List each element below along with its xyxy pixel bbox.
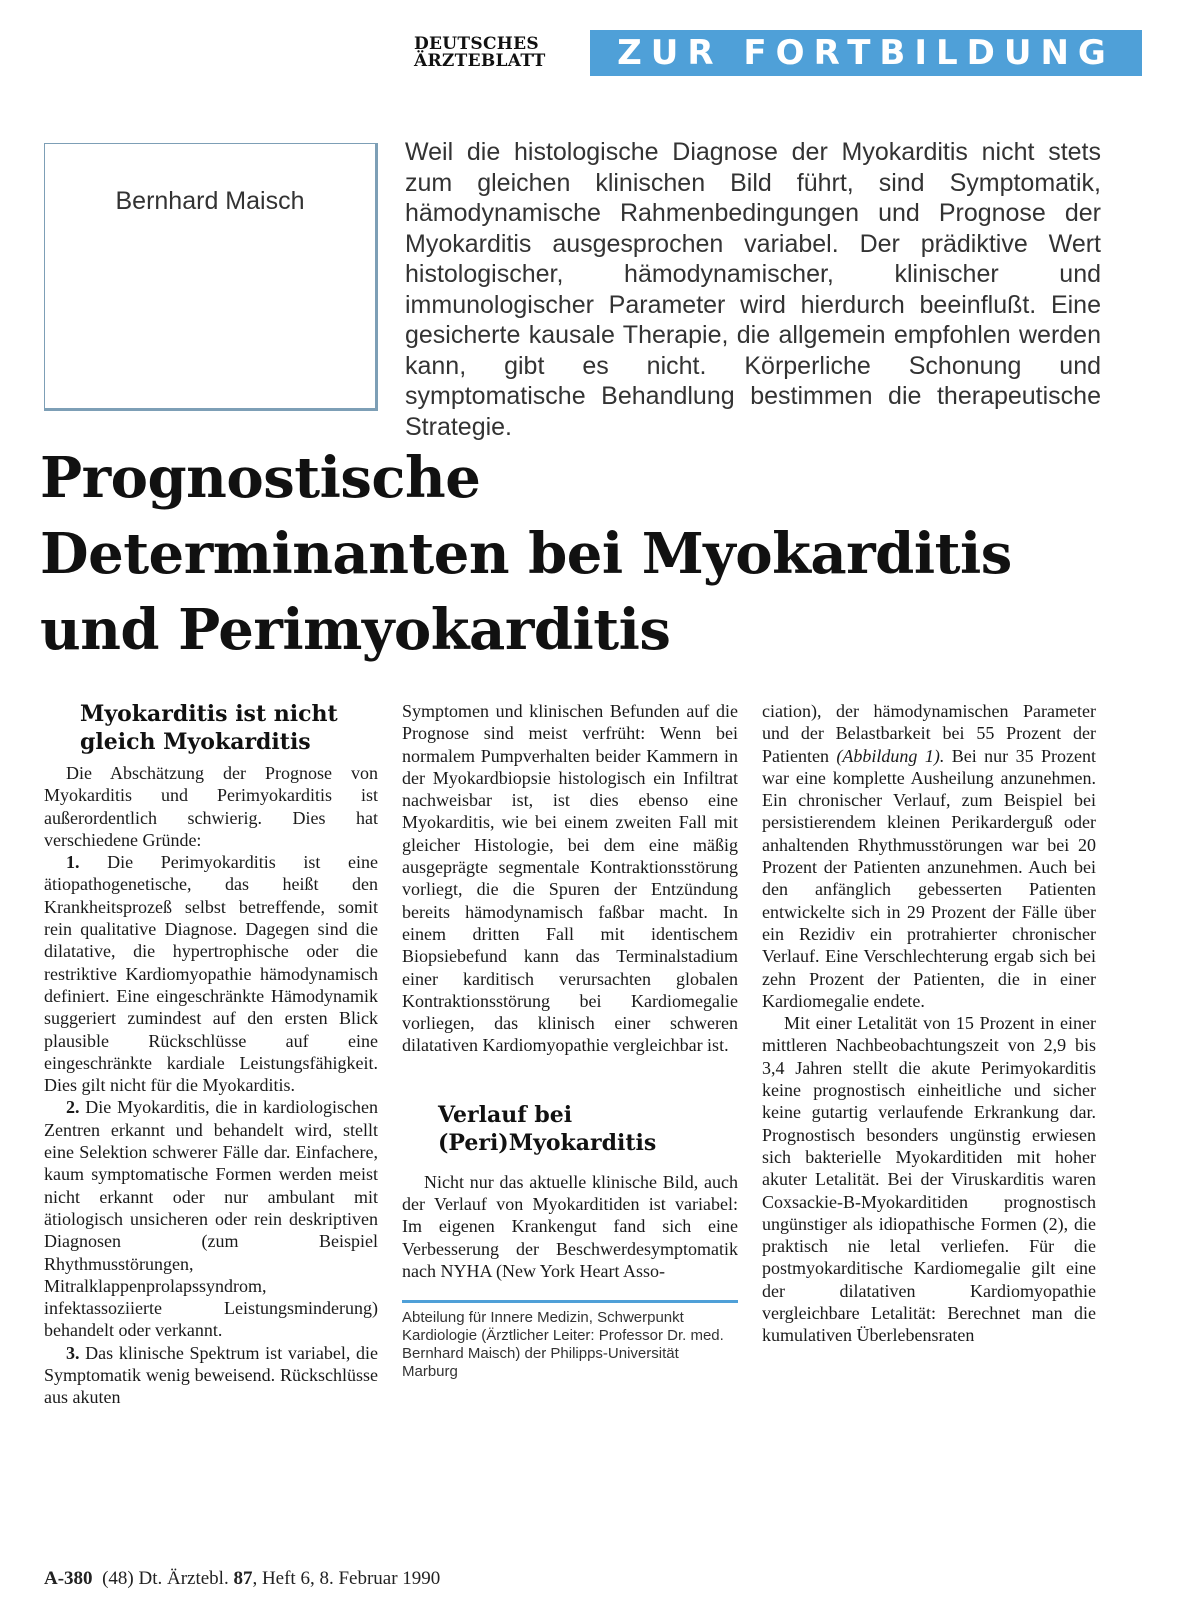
- text-column-3: [762, 700, 1096, 1347]
- page-number: A-380: [44, 1568, 93, 1589]
- section-heading: Verlauf bei (Peri)Myokarditis: [438, 1101, 657, 1156]
- list-number: 3.: [66, 1342, 80, 1363]
- article-title: [40, 440, 1140, 668]
- text-column-1: [44, 700, 378, 1409]
- abstract: Weil die histologische Diagnose der Myokarditis nicht stets zum gleichen klinischen Bild führt, sind Symptomatik, hämodynamische Rahmenbedingungen und Prognose der Myokarditis ausgesprochen variabel. Der prädiktive Wert histologischer, hämodynamischer, klinischer und immunologischer Parameter wird hierdurch beeinflußt. Eine gesicherte kausale Therapie, die allgemein empfohlen werden kann, gibt es nicht. Körperliche Schonung und symptomatische Behandlung bestimmen die therapeutische Strategie.: [405, 138, 1101, 441]
- citation-text: (48) Dt. Ärztebl.: [92, 1568, 234, 1589]
- paragraph: Mit einer Letalität von 15 Prozent in einer mittleren Nachbeobachtungszeit von 2,9 bis 3,4 Jahren stellt die akute Perimyokarditis keine prognostisch einheitliche und sicher keine gutartig verlaufende Erkrankung dar. Prognostisch besonders ungünstig erwiesen sich bakterielle Myokarditiden mit hoher akuter Letalität. Bei der Viruskarditis waren Coxsackie-B-Myokarditiden prognostisch ungünstiger als idiopathische Formen (2), die praktisch nie letal verliefen. Für die postmyokarditische Kardiomegalie gilt eine der dilatativen Kardiomyopathie vergleichbare Letalität: Berechnet man die kumulativen Überlebensraten: [762, 1013, 1096, 1346]
- figure-reference: (Abbildung 1).: [836, 745, 945, 766]
- affiliation-divider: [402, 1300, 738, 1303]
- paragraph-text: Die Myokarditis, die in kardiologischen Zentren erkannt und behandelt wird, stellt eine Selektion schwerer Fälle dar. Einfachere, kaum symptomatische Formen werden meist nicht erkannt oder nur ambulant mit ätiologisch unsicheren oder rein deskriptiven Diagnosen (zum Beispiel Rhythmusstörungen, Mitralklappenprolapssyndrom, infektassoziierte Leistungsminderung) behandelt oder verkannt.: [44, 1097, 378, 1341]
- journal-brand: [414, 36, 584, 70]
- paragraph-text: Die Perimyokarditis ist eine ätiopathogenetische, das heißt den Krankheitsprozeß selbst betreffende, somit rein qualitative Diagnose. Dagegen sind die dilatative, die hypertrophische oder die restriktive Kardiomyopathie hämodynamisch definiert. Eine eingeschränkte Hämodynamik suggeriert zumindest auf den ersten Blick plausible Rückschlüsse auf eine eingeschränkte kardiale Leistungsfähigkeit. Dies gilt nicht für die Myokarditis.: [44, 852, 378, 1096]
- title-line-2: Determinanten bei Myokarditis: [40, 521, 1012, 587]
- paragraph: [44, 851, 378, 1096]
- title-line-1: Prognostische: [40, 445, 481, 511]
- author-affiliation: Abteilung für Innere Medizin, Schwerpunkt Kardiologie (Ärztlicher Leiter: Professor Dr. med. Bernhard Maisch) der Philipps-Universität Marburg: [402, 1309, 724, 1381]
- masthead: [414, 30, 1142, 80]
- paragraph: [44, 1096, 378, 1341]
- paragraph: Symptomen und klinischen Befunden auf die Prognose sind meist verfrüht: Wenn bei normalem Pumpverhalten beider Kammern in der Myokardbiopsie histologisch ein Infiltrat nachweisbar ist, ist dies ebenso eine Myokarditis, wie bei einem zweiten Fall mit gleicher Histologie, bei dem eine mäßig ausgeprägte segmentale Kontraktionsstörung vorliegt, die die Spuren der Entzündung bereits hämodynamisch faßbar macht. In einem dritten Fall mit identischem Biopsiebefund kann das Terminalstadium einer karditisch verursachten globalen Kontraktionsstörung bei Kardiomegalie vorliegen, das klinisch einer schweren dilatativen Kardiomyopathie vergleichbar ist.: [402, 701, 738, 1056]
- paragraph-text: Das klinische Spektrum ist variabel, die Symptomatik wenig beweisend. Rückschlüsse aus akuten: [44, 1342, 378, 1408]
- section-banner: ZUR FORTBILDUNG: [590, 30, 1142, 76]
- brand-line-2: ÄRZTEBLATT: [414, 51, 546, 71]
- volume-number: 87: [233, 1568, 253, 1589]
- paragraph-text: Bei nur 35 Prozent war eine komplette Ausheilung anzunehmen. Ein chronischer Verlauf, zum Beispiel bei persistierendem kleinen Perikarderguß oder anhaltenden Rhythmusstörungen war bei 20 Prozent der Patienten anzunehmen. Auch bei den anfänglich gebesserten Patienten entwickelte sich in 29 Prozent der Fälle über ein Rezidiv ein protrahierter chronischer Verlauf. Eine Verschlechterung ergab sich bei zehn Prozent der Patienten, die in einer Kardiomegalie endete.: [762, 745, 1096, 1011]
- title-line-3: und Perimyokarditis: [40, 597, 671, 663]
- brand-line-1: DEUTSCHES: [414, 34, 539, 54]
- page-footer: [44, 1568, 440, 1590]
- list-number: 1.: [66, 852, 80, 873]
- paragraph: [44, 1342, 378, 1409]
- citation-text: , Heft 6, 8. Februar 1990: [252, 1568, 441, 1589]
- paragraph: Nicht nur das aktuelle klinische Bild, auch der Verlauf von Myokarditiden ist variabel: Im eigenen Krankengut fand sich eine Verbesserung der Beschwerdesymptomatik nach NYHA (New York Heart Asso-: [402, 1171, 738, 1281]
- list-number: 2.: [66, 1097, 80, 1118]
- text-column-2: [402, 700, 738, 1381]
- paragraph: [762, 700, 1096, 1012]
- paragraph-text: ciation), der hämodynamischen Parameter und der Belastbarkeit bei 55 Prozent der Patienten: [762, 701, 1096, 766]
- author-name: Bernhard Maisch: [115, 187, 305, 215]
- paragraph: Die Abschätzung der Prognose von Myokarditis und Perimyokarditis ist außerordentlich schwierig. Dies hat verschiedene Gründe:: [44, 763, 378, 850]
- author-box: [44, 143, 378, 411]
- section-heading: Myokarditis ist nicht gleich Myokarditis: [80, 701, 338, 755]
